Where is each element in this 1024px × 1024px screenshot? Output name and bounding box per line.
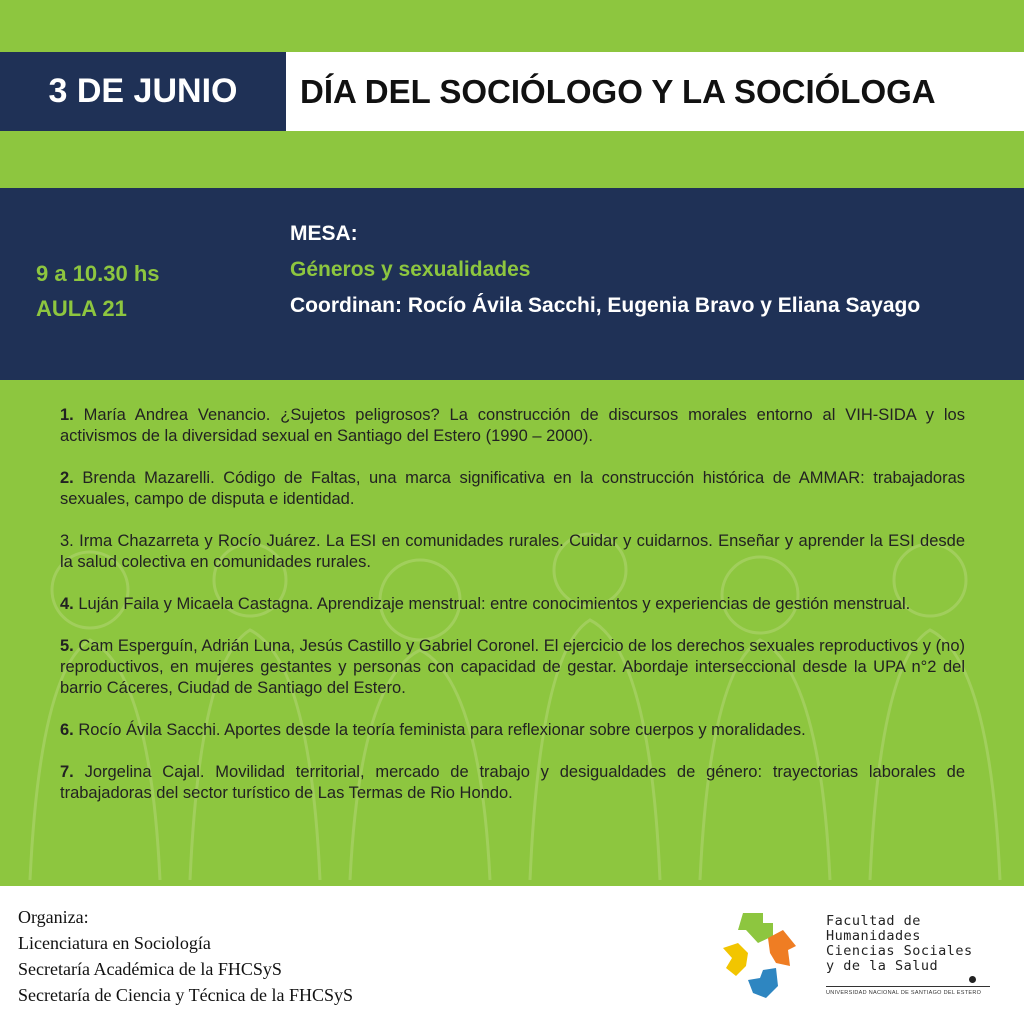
talk-item [60, 720, 965, 741]
session-time: 9 a 10.30 hs [36, 261, 160, 286]
university-name: UNIVERSIDAD NACIONAL DE SANTIAGO DEL ESTERO [826, 990, 982, 996]
talk-number: 6. [60, 721, 74, 739]
session-panel [0, 188, 1024, 380]
faculty-line: Humanidades [826, 928, 921, 944]
session-coordinators: Coordinan: Rocío Ávila Sacchi, Eugenia Bravo y Eliana Sayago [290, 294, 921, 317]
organizer-item: Secretaría Académica de la FHCSyS [18, 959, 282, 979]
talk-item [60, 636, 965, 699]
talk-text: María Andrea Venancio. ¿Sujetos peligrosos? La construcción de discursos morales entorno al VIH-SIDA y los activismos de la diversidad sexual en Santiago del Estero (1990 – 2000). [60, 406, 965, 445]
talk-text: Irma Chazarreta y Rocío Juárez. La ESI en comunidades rurales. Cuidar y cuidarnos. Enseñar y aprender la ESI desde la salud colectiva en comunidades rurales. [60, 532, 965, 571]
faculty-dot [969, 976, 976, 983]
session-room: AULA 21 [36, 296, 127, 321]
session-info [290, 216, 920, 324]
talk-text: Jorgelina Cajal. Movilidad territorial, mercado de trabajo y desigualdades de género: trayectorias laborales de trabajadoras del sector turístico de Las Termas de Rio Hondo. [60, 763, 965, 802]
talk-text: Cam Esperguín, Adrián Luna, Jesús Castillo y Gabriel Coronel. El ejercicio de los derechos sexuales reproductivos y (no) reproductivos, en mujeres gestantes y personas con capacidad de gestar. Abordaje interseccional desde la UPA n°2 del barrio Cáceres, Ciudad de Santiago del Estero. [60, 637, 965, 697]
talk-item [60, 594, 965, 615]
event-title: DÍA DEL SOCIÓLOGO Y LA SOCIÓLOGA [286, 52, 1024, 131]
talks-list [60, 405, 965, 825]
talk-item [60, 468, 965, 510]
talk-item [60, 762, 965, 804]
organizer-item: Secretaría de Ciencia y Técnica de la FHCSyS [18, 985, 354, 1005]
session-topic: Géneros y sexualidades [290, 258, 531, 281]
talk-number: 5. [60, 637, 74, 655]
talk-text: Luján Faila y Micaela Castagna. Aprendizaje menstrual: entre conocimientos y experiencias de gestión menstrual. [78, 595, 911, 613]
talk-text: Brenda Mazarelli. Código de Faltas, una marca significativa en la construcción histórica de AMMAR: trabajadoras sexuales, campo de disputa e identidad. [60, 469, 965, 508]
talk-text: Rocío Ávila Sacchi. Aportes desde la teoría feminista para reflexionar sobre cuerpos y moralidades. [78, 721, 806, 739]
talk-number: 2. [60, 469, 74, 487]
talk-item [60, 531, 965, 573]
faculty-line: Ciencias Sociales [826, 943, 973, 959]
event-date: 3 DE JUNIO [0, 52, 286, 131]
footer [0, 886, 1024, 1024]
organizers-block [18, 904, 353, 1008]
title-bar [0, 52, 1024, 131]
talk-number: 4. [60, 595, 74, 613]
faculty-line: y de la Salud [826, 958, 939, 974]
faculty-logo-icon [718, 908, 798, 1008]
talk-number: 3. [60, 532, 74, 550]
organiza-label: Organiza: [18, 907, 89, 927]
session-schedule [36, 256, 160, 326]
mesa-label: MESA: [290, 222, 358, 245]
organizer-item: Licenciatura en Sociología [18, 933, 211, 953]
faculty-name [826, 914, 973, 974]
talk-number: 1. [60, 406, 74, 424]
faculty-divider [826, 986, 990, 987]
talk-number: 7. [60, 763, 74, 781]
talk-item [60, 405, 965, 447]
faculty-line: Facultad de [826, 913, 921, 929]
